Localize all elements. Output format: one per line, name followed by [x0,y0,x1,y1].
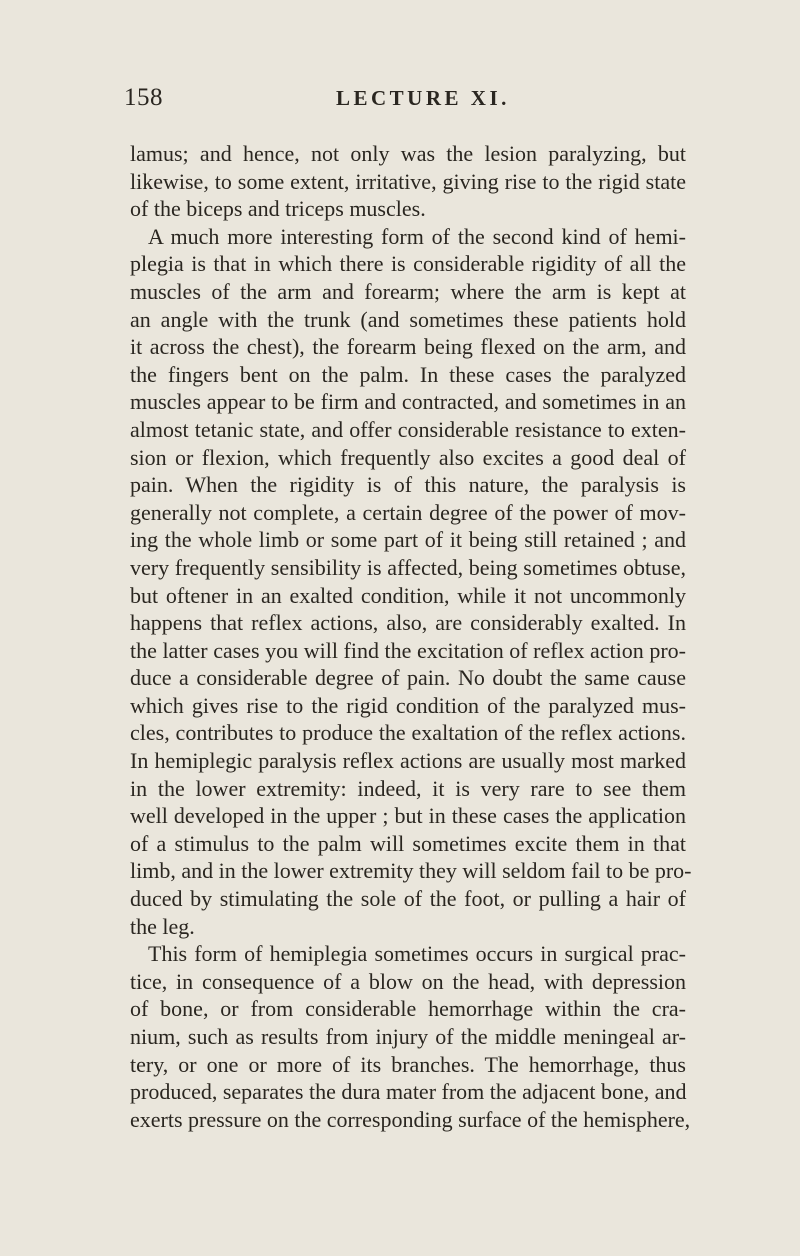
lecture-title: LECTURE XI. [336,86,510,110]
text-line: This form of hemiplegia sometimes occurs in surgical prac- [148,941,686,967]
page-number: 158 [124,84,163,111]
text-line: cles, contributes to produce the exaltation of the reflex actions. [130,720,686,746]
text-line: pain. When the rigidity is of this nature, the paralysis is [130,472,686,498]
text-line: muscles of the arm and forearm; where the arm is kept at [130,278,686,304]
text-line: almost tetanic state, and offer considerable resistance to exten- [130,416,686,442]
text-line: happens that reflex actions, also, are considerably exalted. In [130,610,686,636]
text-line: sion or flexion, which frequently also excites a good deal of [130,444,686,470]
text-line: of the biceps and triceps muscles. [130,196,426,222]
text-line: but oftener in an exalted condition, while it not uncommonly [130,582,686,608]
text-line: duce a considerable degree of pain. No doubt the same cause [130,665,686,691]
text-line: it across the chest), the forearm being flexed on the arm, and [130,334,686,360]
text-line: likewise, to some extent, irritative, giving rise to the rigid state [130,168,686,194]
text-line: of bone, or from considerable hemorrhage within the cra- [130,996,686,1022]
text-line: an angle with the trunk (and sometimes these patients hold [130,306,686,332]
text-line: generally not complete, a certain degree of the power of mov- [130,499,686,525]
text-line: tice, in consequence of a blow on the head, with depression [130,968,686,994]
text-line: duced by stimulating the sole of the foot, or pulling a hair of [130,886,686,912]
text-line: plegia is that in which there is considerable rigidity of all the [130,251,686,277]
body-text [130,140,692,1133]
text-line: the fingers bent on the palm. In these cases the paralyzed [130,361,686,387]
text-line: the leg. [130,913,195,939]
text-line: of a stimulus to the palm will sometimes excite them in that [130,830,686,856]
text-line: ing the whole limb or some part of it being still retained ; and [130,527,686,553]
text-line: nium, such as results from injury of the middle meningeal ar- [130,1024,686,1049]
text-line: muscles appear to be firm and contracted, and sometimes in an [130,389,686,415]
text-line: tery, or one or more of its branches. The hemorrhage, thus [130,1051,686,1077]
text-line: In hemiplegic paralysis reflex actions are usually most marked [130,748,686,774]
text-line: A much more interesting form of the second kind of hemi- [148,223,686,249]
text-line: limb, and in the lower extremity they will seldom fail to be pro- [130,858,692,884]
text-line: the latter cases you will find the excitation of reflex action pro- [130,637,686,663]
text-line: produced, separates the dura mater from the adjacent bone, and [130,1079,687,1105]
text-line: well developed in the upper ; but in these cases the application [130,803,686,829]
text-line: in the lower extremity: indeed, it is very rare to see them [130,775,686,801]
text-line: which gives rise to the rigid condition of the paralyzed mus- [130,692,686,718]
text-line: lamus; and hence, not only was the lesion paralyzing, but [130,141,686,166]
text-line: very frequently sensibility is affected, being sometimes obtuse, [130,554,686,580]
running-head [124,84,690,118]
text-line: exerts pressure on the corresponding surface of the hemisphere, [130,1106,691,1132]
